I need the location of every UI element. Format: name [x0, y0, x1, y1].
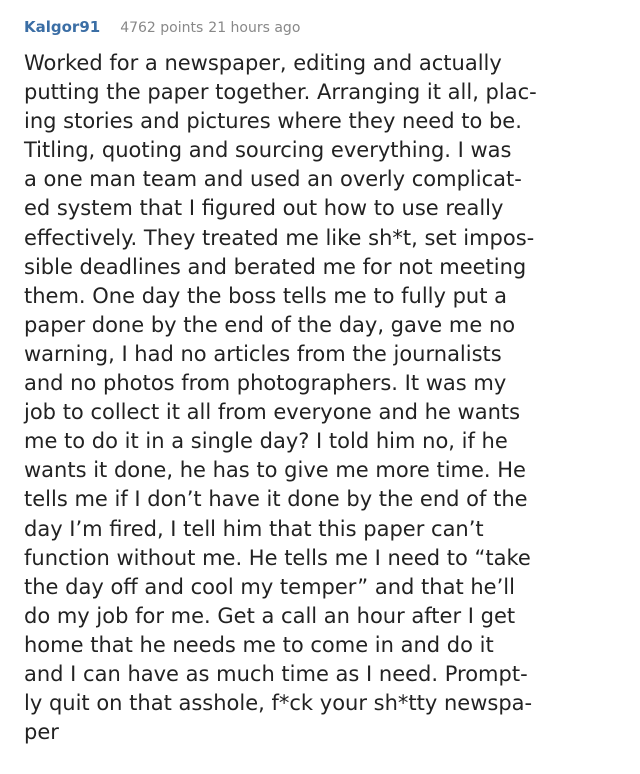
- comment-line: and no photos from photographers. It was my: [24, 371, 507, 396]
- comment-line: tells me if I don’t have it done by the end of the: [24, 487, 528, 512]
- comment-line: effectively. They treated me like sh*t, set impos-: [24, 225, 535, 250]
- comment-line: do my job for me. Get a call an hour after I get: [24, 603, 516, 628]
- comment-line: them. One day the boss tells me to fully put a: [24, 283, 508, 308]
- comment-line: and I can have as much time as I need. Prompt-: [24, 661, 528, 686]
- comment-line: paper done by the end of the day, gave me no: [24, 312, 516, 337]
- comment-line: ly quit on that asshole, f*ck your sh*tty newspa-: [24, 691, 533, 716]
- comment-line: the day off and cool my temper” and that he’ll: [24, 574, 515, 599]
- comment-line: warning, I had no articles from the journalists: [24, 341, 502, 366]
- comment-line: home that he needs me to come in and do it: [24, 632, 494, 657]
- comment-body: [24, 49, 624, 747]
- comment-line: a one man team and used an overly complicat-: [24, 167, 522, 192]
- comment-line: ing stories and pictures where they need to be.: [24, 109, 522, 134]
- comment-line: per: [24, 720, 59, 745]
- score-label: 4762 points: [120, 20, 204, 36]
- comment-line: Worked for a newspaper, editing and actually: [24, 51, 502, 75]
- comment-line: Titling, quoting and sourcing everything. I was: [24, 138, 512, 163]
- comment-line: wants it done, he has to give me more time. He: [24, 458, 526, 483]
- comment-line: ed system that I figured out how to use really: [24, 196, 504, 221]
- comment-line: day I’m fired, I tell him that this paper can’t: [24, 516, 484, 541]
- author-link[interactable]: Kalgor91: [24, 18, 101, 36]
- comment-line: job to collect it all from everyone and he wants: [24, 400, 521, 425]
- comment-line: me to do it in a single day? I told him no, if he: [24, 429, 508, 454]
- timestamp: 21 hours ago: [208, 20, 301, 36]
- comment-line: sible deadlines and berated me for not meeting: [24, 254, 527, 279]
- comment-line: function without me. He tells me I need to “take: [24, 545, 531, 570]
- comment-line: putting the paper together. Arranging it all, plac-: [24, 80, 537, 105]
- comment-meta: [24, 18, 300, 42]
